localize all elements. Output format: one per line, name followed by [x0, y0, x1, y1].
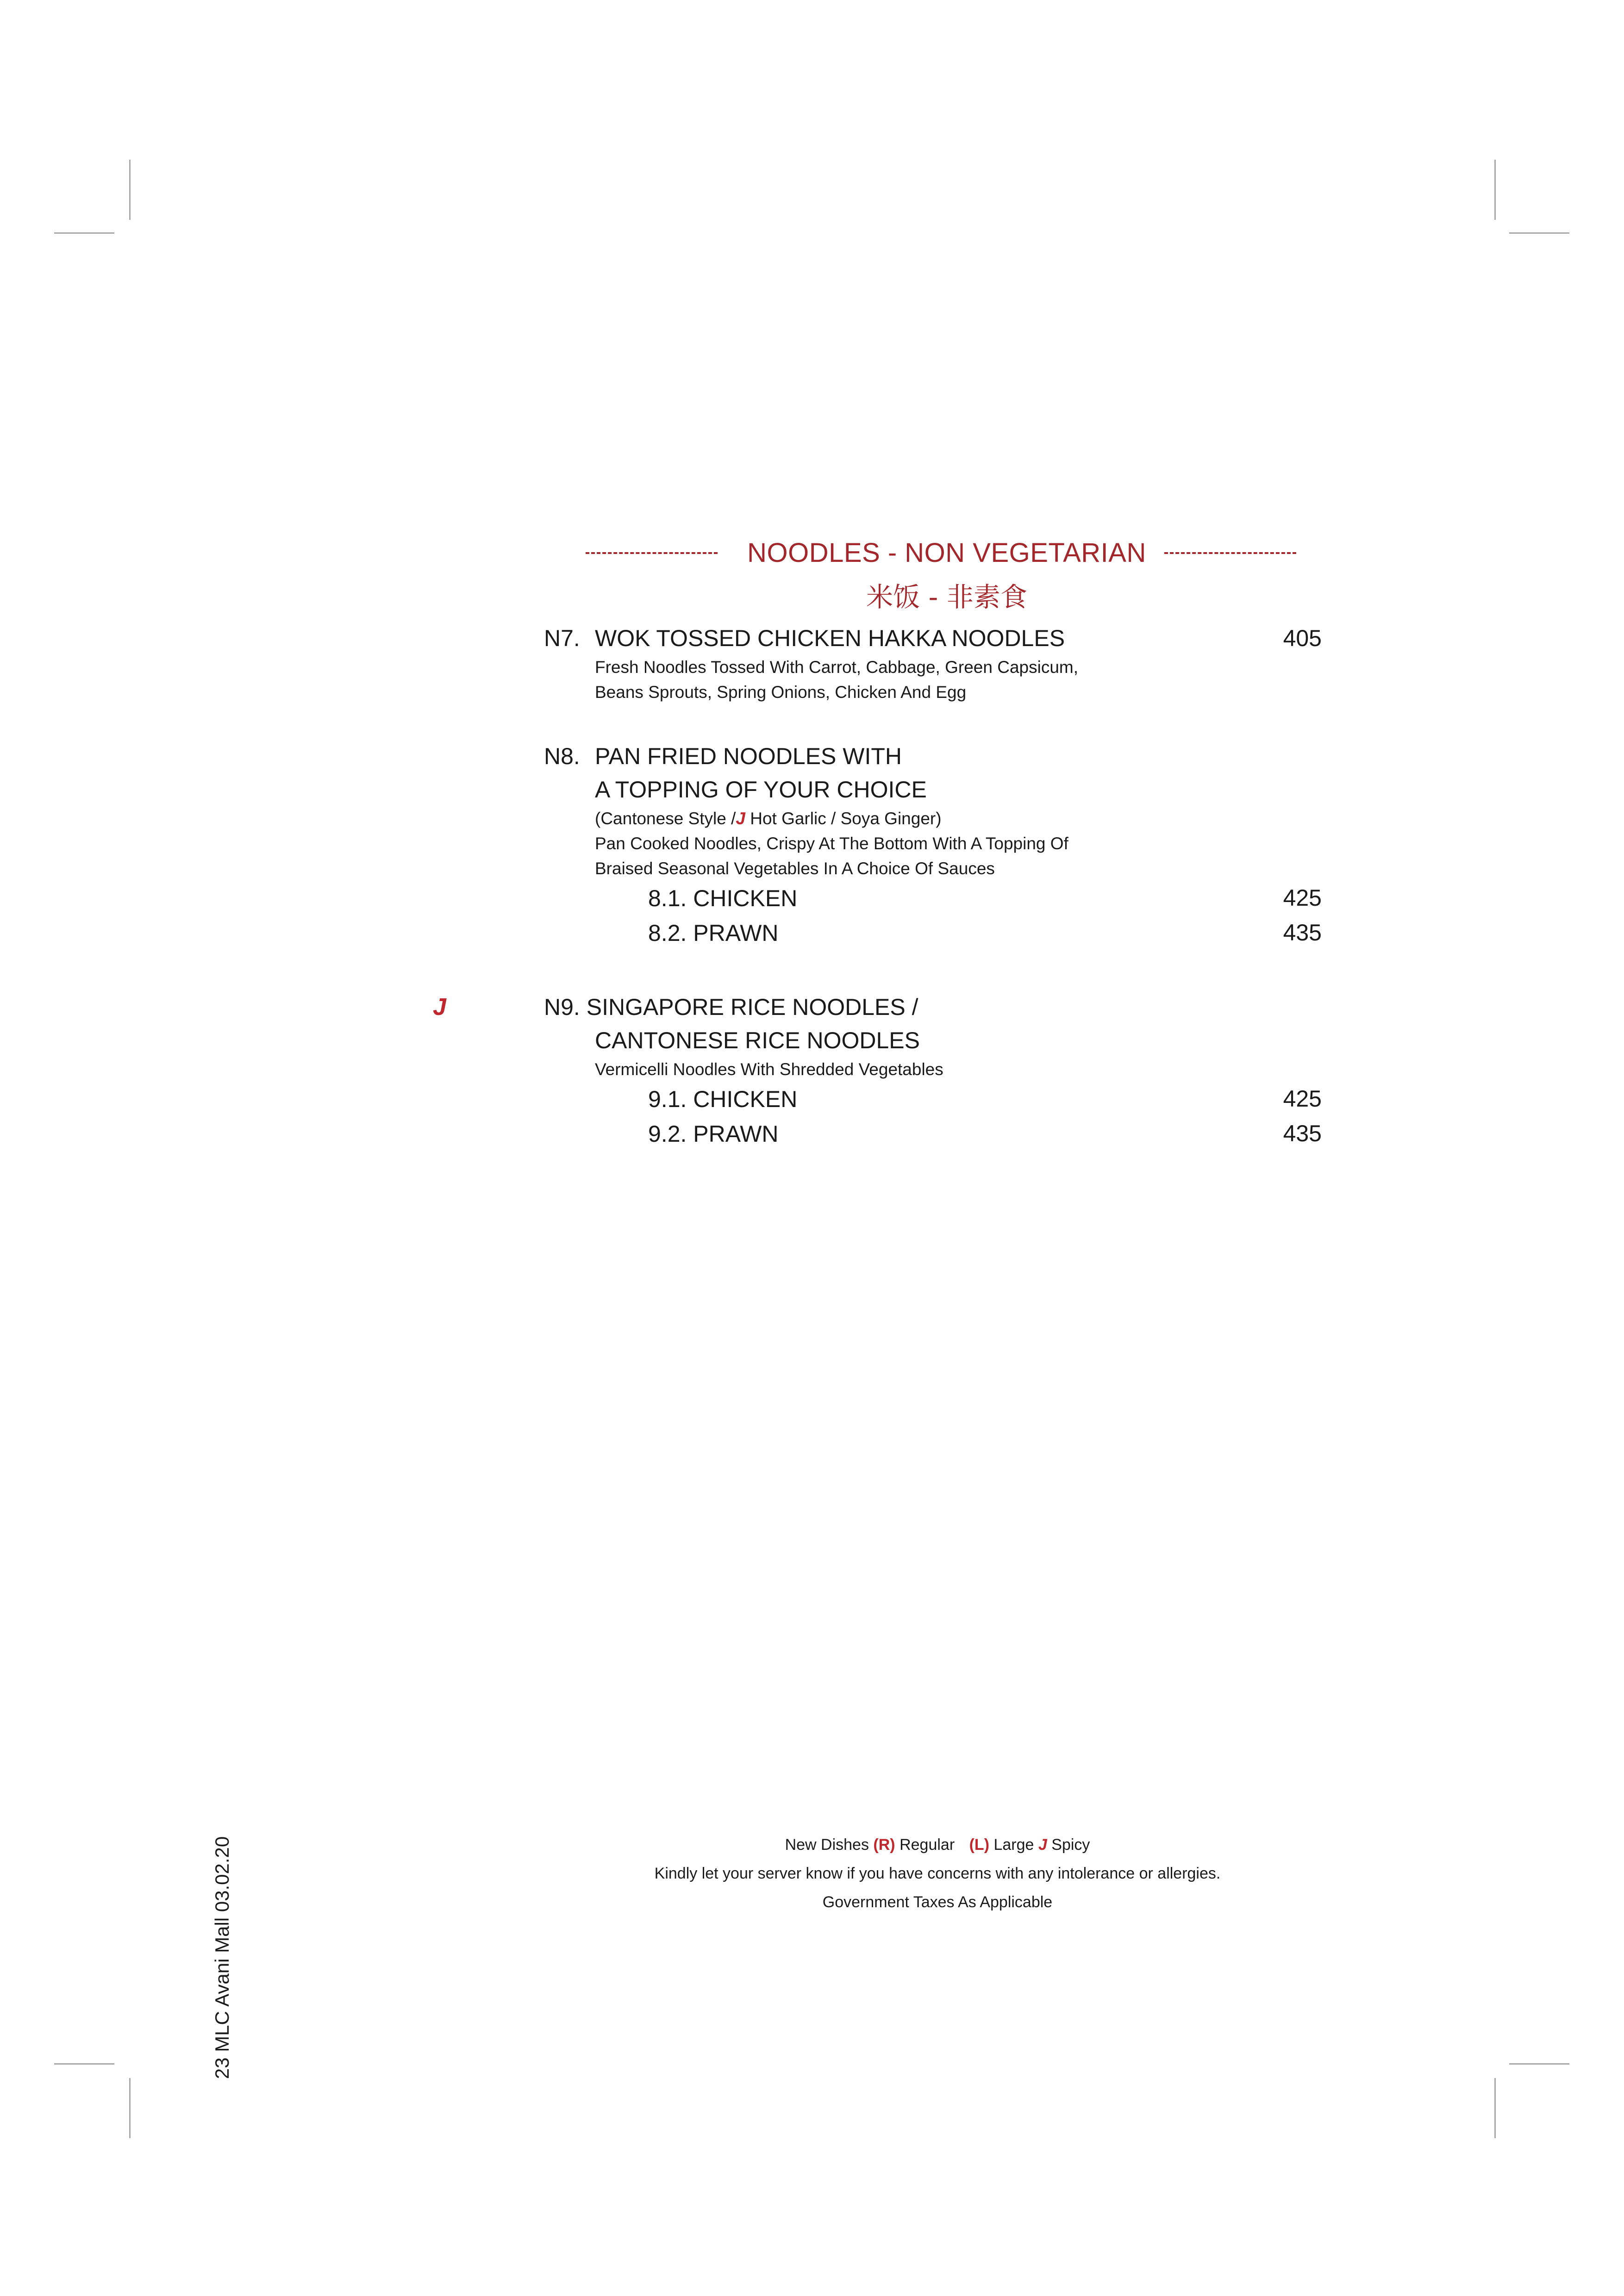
item-title [544, 740, 1322, 773]
variant-price: 435 [1283, 1120, 1322, 1146]
style-options-rest: Hot Garlic / Soya Ginger) [745, 809, 942, 828]
variant-row [544, 881, 1322, 916]
style-options-open: (Cantonese Style / [595, 809, 736, 828]
legend-regular: Regular [899, 1836, 955, 1854]
legend-large-mark: (L) [969, 1836, 990, 1854]
crop-mark-bottom-right-vertical [1494, 2078, 1496, 2138]
legend-spicy: Spicy [1051, 1836, 1090, 1854]
legend-large: Large [993, 1836, 1034, 1854]
crop-mark-top-right-horizontal [1509, 232, 1569, 234]
crop-mark-top-right-vertical [1494, 160, 1496, 220]
variant-price: 425 [1283, 885, 1322, 911]
legend-regular-mark: (R) [873, 1836, 895, 1854]
crop-mark-bottom-left-vertical [129, 2078, 131, 2138]
chili-icon: J [433, 994, 446, 1020]
item-description: Beans Sprouts, Spring Onions, Chicken And Egg [595, 683, 967, 702]
variant-label: 9.1. CHICKEN [648, 1086, 798, 1112]
header-divider-left [586, 552, 718, 554]
legend-line [463, 1830, 1412, 1859]
tax-note: Government Taxes As Applicable [822, 1893, 1053, 1911]
variant-row [544, 1117, 1322, 1151]
legend-new-dishes: New Dishes [785, 1836, 869, 1854]
item-title [544, 990, 1322, 1024]
item-code: N8. [544, 743, 580, 769]
item-description: Vermicelli Noodles With Shredded Vegetables [595, 1060, 943, 1079]
menu-item-n8 [544, 740, 1322, 951]
variant-price: 435 [1283, 920, 1322, 946]
crop-mark-top-left-vertical [129, 160, 131, 220]
item-title-continued: A TOPPING OF YOUR CHOICE [595, 777, 927, 803]
variant-label: 8.1. CHICKEN [648, 885, 798, 911]
menu-item-n7 [544, 622, 1322, 705]
section-title: NOODLES - NON VEGETARIAN [747, 538, 1146, 568]
crop-mark-top-left-horizontal [54, 232, 114, 234]
chili-icon: J [736, 809, 745, 828]
variant-price: 425 [1283, 1086, 1322, 1112]
item-code: N9. [544, 994, 580, 1020]
item-name: WOK TOSSED CHICKEN HAKKA NOODLES [595, 625, 1065, 651]
item-style-options [544, 806, 1322, 831]
allergy-note: Kindly let your server know if you have concerns with any intolerance or allergies. [654, 1865, 1221, 1882]
crop-mark-bottom-right-horizontal [1509, 2063, 1569, 2065]
item-name: SINGAPORE RICE NOODLES / [586, 994, 918, 1020]
item-description: Braised Seasonal Vegetables In A Choice Of Sauces [595, 859, 995, 878]
section-header [586, 535, 1308, 572]
header-divider-right [1164, 552, 1296, 554]
variant-label: 9.2. PRAWN [648, 1121, 779, 1147]
menu-item-n9 [544, 990, 1322, 1151]
chili-icon: J [1038, 1836, 1047, 1854]
variant-row [544, 916, 1322, 951]
item-description: Pan Cooked Noodles, Crispy At The Bottom With A Topping Of [595, 834, 1068, 853]
item-title-continued: CANTONESE RICE NOODLES [595, 1027, 920, 1053]
variant-label: 8.2. PRAWN [648, 920, 779, 946]
menu-footer [463, 1830, 1412, 1916]
item-code: N7. [544, 625, 580, 651]
print-reference-note: 23 MLC Avani Mall 03.02.20 [211, 1836, 233, 2079]
item-title [544, 622, 1322, 655]
crop-mark-bottom-left-horizontal [54, 2063, 114, 2065]
variant-row [544, 1082, 1322, 1117]
item-name: PAN FRIED NOODLES WITH [595, 743, 902, 769]
section-subtitle: 米饭 - 非素食 [866, 581, 1027, 613]
item-description: Fresh Noodles Tossed With Carrot, Cabbage, Green Capsicum, [595, 658, 1079, 677]
item-price: 405 [1283, 625, 1322, 651]
